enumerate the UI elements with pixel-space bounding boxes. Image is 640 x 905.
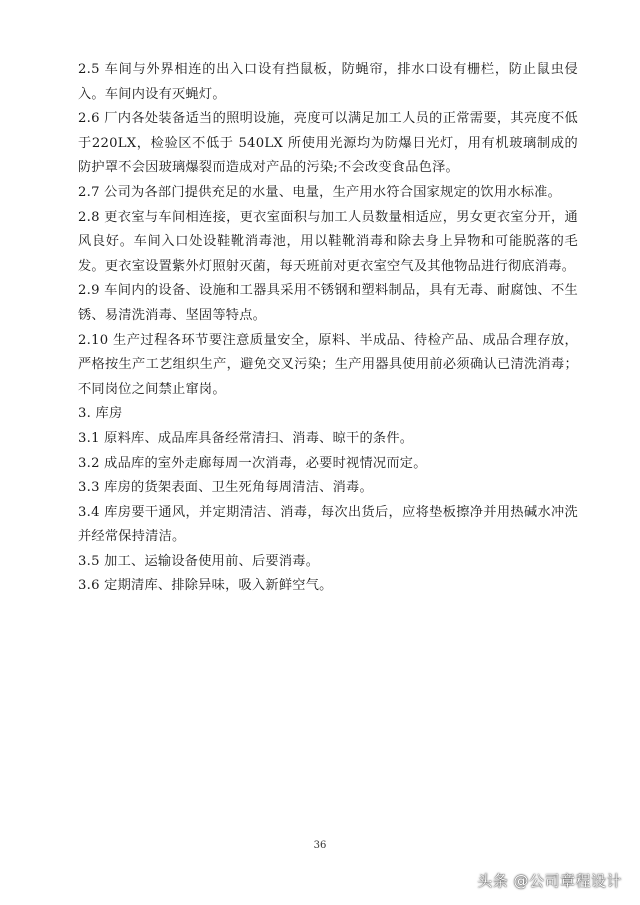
paragraph-2-8: 2.8 更衣室与车间相连接，更衣室面积与加工人员数量相适应，男女更衣室分开，通风良好。车间入口处设鞋靴消毒池，用以鞋靴消毒和除去身上异物和可能脱落的毛发。更衣室设置紫外灯照射灭菌，每天班前对更衣室空气及其他物品进行彻底消毒。 (78, 209, 578, 274)
paragraph-3-5: 3.5 加工、运输设备使用前、后要消毒。 (78, 553, 320, 569)
body-text (78, 58, 578, 599)
paragraph-2-10: 2.10 生产过程各环节要注意质量安全，原料、半成品、待检产品、成品合理存放，严格按生产工艺组织生产，避免交叉污染；生产用器具使用前必须确认已清洗消毒；不同岗位之间禁止窜岗。 (78, 332, 578, 397)
page-number: 36 (313, 840, 327, 851)
watermark: 头条 @公司章程设计 (477, 872, 622, 890)
paragraph-3-2: 3.2 成品库的室外走廊每周一次消毒，必要时视情况而定。 (78, 455, 427, 471)
section-heading-3: 3. 库房 (78, 406, 123, 422)
paragraph-3-6: 3.6 定期清库、排除异味，吸入新鲜空气。 (78, 578, 333, 594)
paragraph-3-1: 3.1 原料库、成品库具备经常清扫、消毒、晾干的条件。 (78, 430, 414, 446)
paragraph-3-4: 3.4 库房要干通风，并定期清洁、消毒，每次出货后，应将垫板擦净并用热碱水冲洗并经常保持清洁。 (78, 504, 578, 545)
paragraph-2-7: 2.7 公司为各部门提供充足的水量、电量，生产用水符合国家规定的饮用水标准。 (78, 184, 562, 200)
paragraph-2-5: 2.5 车间与外界相连的出入口设有挡鼠板，防蝇帘，排水口设有栅栏，防止鼠虫侵入。车间内设有灭蝇灯。 (78, 62, 578, 102)
paragraph-3-3: 3.3 库房的货架表面、卫生死角每周清洁、消毒。 (78, 480, 373, 496)
paragraph-2-6: 2.6 厂内各处装备适当的照明设施，亮度可以满足加工人员的正常需要，其亮度不低于220LX，检验区不低于 540LX 所使用光源均为防爆日光灯，用有机玻璃制成的防护罩不会因玻璃爆裂而造成对产品的污染;不会改变食品色泽。 (78, 111, 578, 176)
paragraph-2-9: 2.9 车间内的设备、设施和工器具采用不锈钢和塑料制品，具有无毒、耐腐蚀、不生锈、易清洗消毒、坚固等特点。 (78, 283, 578, 323)
